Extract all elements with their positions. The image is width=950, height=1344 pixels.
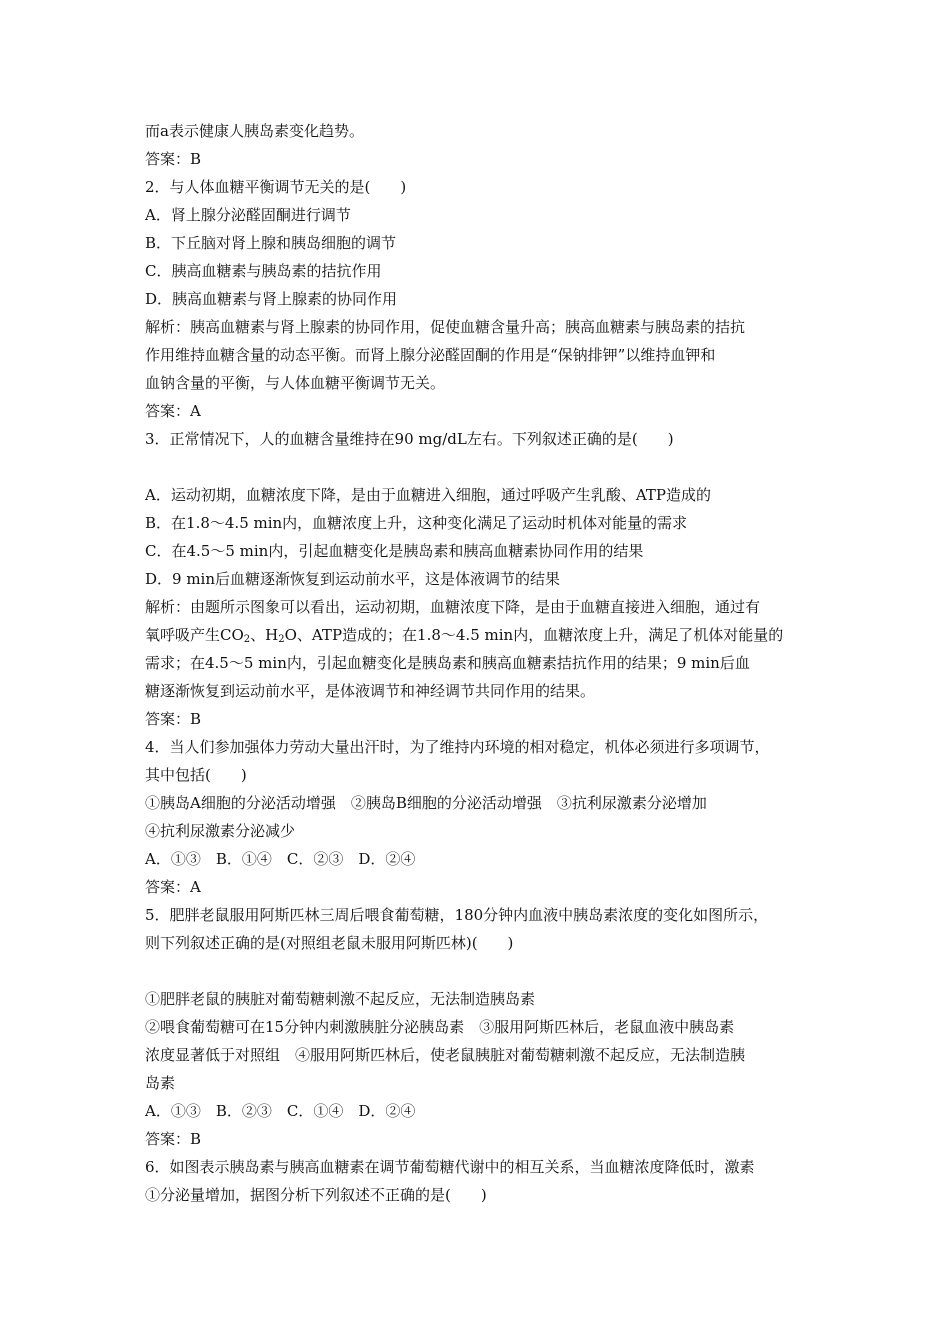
option-a: A．运动初期，血糖浓度下降，是由于血糖进入细胞，通过呼吸产生乳酸、ATP造成的 bbox=[145, 486, 711, 504]
question-5: 5．肥胖老鼠服用阿斯匹林三周后喂食葡萄糖，180分钟内血液中胰岛素浓度的变化如图所示， bbox=[145, 906, 769, 924]
statement-line: ①胰岛A细胞的分泌活动增强 ②胰岛B细胞的分泌活动增强 ③抗利尿激素分泌增加 bbox=[145, 794, 707, 812]
question-3: 3．正常情况下，人的血糖含量维持在90 mg/dL左右。下列叙述正确的是( ) bbox=[145, 430, 674, 448]
options-line: A．①③ B．①④ C．②③ D．②④ bbox=[145, 850, 416, 868]
question-5: 则下列叙述正确的是(对照组老鼠未服用阿斯匹林)( ) bbox=[145, 934, 514, 952]
answer-line: 答案：B bbox=[145, 150, 202, 168]
option-b: B．在1.8～4.5 min内，血糖浓度上升，这种变化满足了运动时机体对能量的需求 bbox=[145, 514, 688, 532]
question-4: 其中包括( ) bbox=[145, 766, 247, 784]
answer-line: 答案：B bbox=[145, 1130, 202, 1148]
statement-line: ②喂食葡萄糖可在15分钟内刺激胰脏分泌胰岛素 ③服用阿斯匹林后，老鼠血液中胰岛素 bbox=[145, 1018, 735, 1036]
statement-line: ①肥胖老鼠的胰脏对葡萄糖刺激不起反应，无法制造胰岛素 bbox=[145, 990, 536, 1008]
question-4: 4．当人们参加强体力劳动大量出汗时，为了维持内环境的相对稳定，机体必须进行多项调节， bbox=[145, 738, 770, 756]
analysis-line bbox=[145, 621, 815, 649]
figure-gap bbox=[145, 453, 815, 481]
subscript: 2 bbox=[278, 634, 285, 645]
text-line: 而a表示健康人胰岛素变化趋势。 bbox=[145, 122, 364, 140]
option-d: D．胰高血糖素与肾上腺素的协同作用 bbox=[145, 290, 398, 308]
option-a: A．肾上腺分泌醛固酮进行调节 bbox=[145, 206, 351, 224]
statement-line: 岛素 bbox=[145, 1074, 176, 1092]
option-d: D．9 min后血糖逐渐恢复到运动前水平，这是体液调节的结果 bbox=[145, 570, 561, 588]
analysis-line: 血钠含量的平衡，与人体血糖平衡调节无关。 bbox=[145, 374, 446, 392]
question-6: 6．如图表示胰岛素与胰高血糖素在调节葡萄糖代谢中的相互关系，当血糖浓度降低时，激素 bbox=[145, 1158, 755, 1176]
subscript: 2 bbox=[243, 634, 251, 645]
option-c: C．胰高血糖素与胰岛素的拮抗作用 bbox=[145, 262, 382, 280]
statement-line: 浓度显著低于对照组 ④服用阿斯匹林后，使老鼠胰脏对葡萄糖刺激不起反应，无法制造胰 bbox=[145, 1046, 746, 1064]
option-b: B．下丘脑对肾上腺和胰岛细胞的调节 bbox=[145, 234, 397, 252]
document-body bbox=[145, 117, 815, 1209]
analysis-line: 需求；在4.5～5 min内，引起血糖变化是胰岛素和胰高血糖素拮抗作用的结果；9 min后血 bbox=[145, 654, 750, 672]
analysis-text: 、H bbox=[250, 626, 279, 644]
statement-line: ④抗利尿激素分泌减少 bbox=[145, 822, 296, 840]
answer-line: 答案：A bbox=[145, 402, 201, 420]
options-line: A．①③ B．②③ C．①④ D．②④ bbox=[145, 1102, 416, 1120]
question-2: 2．与人体血糖平衡调节无关的是( ) bbox=[145, 178, 407, 196]
option-c: C．在4.5～5 min内，引起血糖变化是胰岛素和胰高血糖素协同作用的结果 bbox=[145, 542, 644, 560]
analysis-line: 作用维持血糖含量的动态平衡。而肾上腺分泌醛固酮的作用是“保钠排钾”以维持血钾和 bbox=[145, 346, 716, 364]
answer-line: 答案：A bbox=[145, 878, 201, 896]
answer-line: 答案：B bbox=[145, 710, 202, 728]
analysis-text: 氧呼吸产生CO bbox=[145, 626, 244, 644]
analysis-text: O、ATP造成的；在1.8～4.5 min内，血糖浓度上升，满足了机体对能量的 bbox=[284, 626, 784, 644]
analysis-line: 糖逐渐恢复到运动前水平，是体液调节和神经调节共同作用的结果。 bbox=[145, 682, 596, 700]
question-6: ①分泌量增加，据图分析下列叙述不正确的是( ) bbox=[145, 1186, 487, 1204]
analysis-line: 解析：胰高血糖素与肾上腺素的协同作用，促使血糖含量升高；胰高血糖素与胰岛素的拮抗 bbox=[145, 318, 746, 336]
analysis-line: 解析：由题所示图象可以看出，运动初期，血糖浓度下降，是由于血糖直接进入细胞，通过有 bbox=[145, 598, 761, 616]
figure-gap bbox=[145, 957, 815, 985]
